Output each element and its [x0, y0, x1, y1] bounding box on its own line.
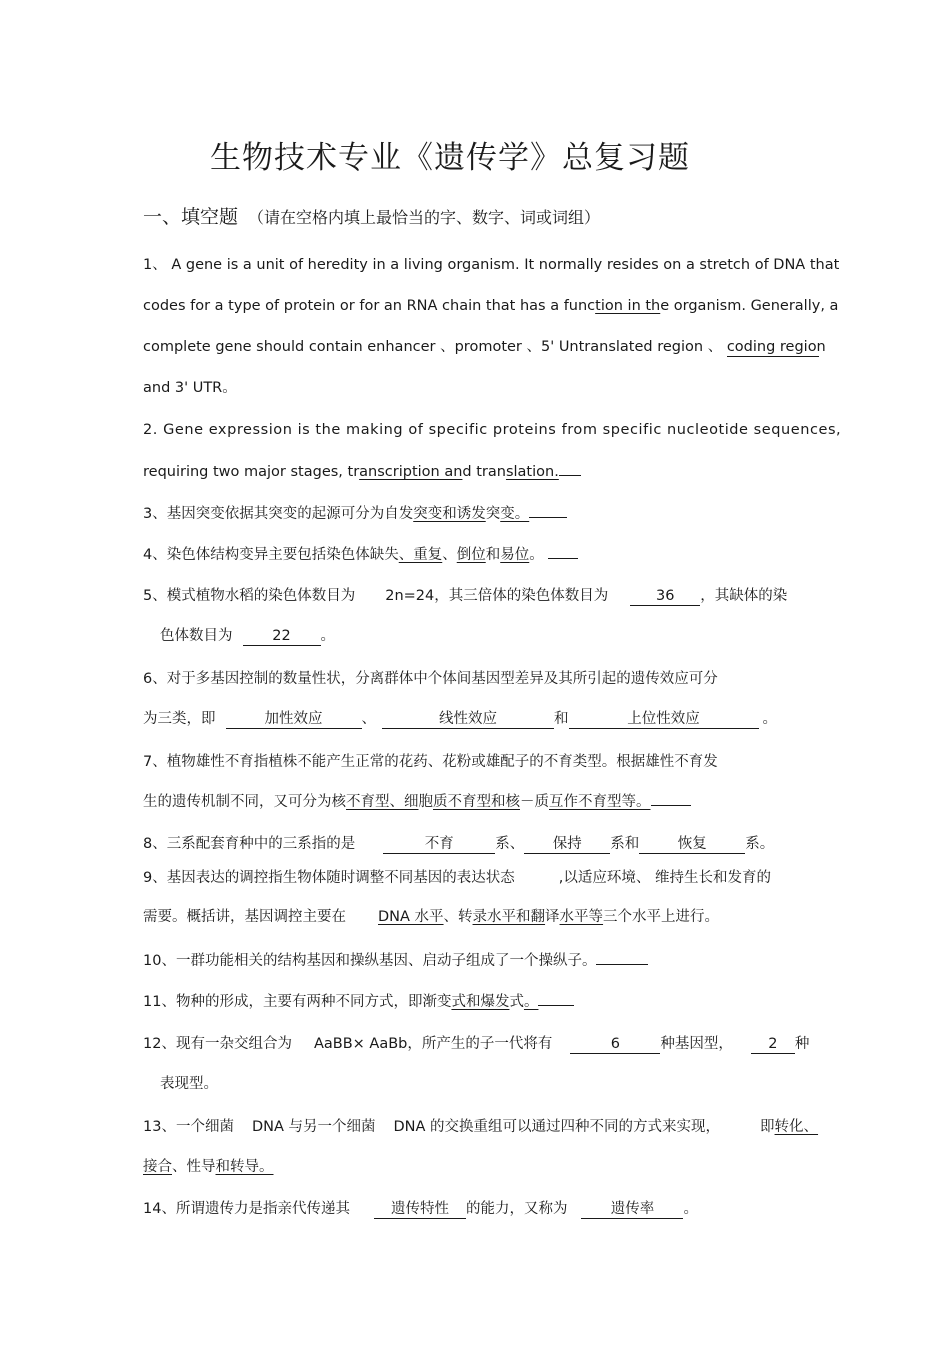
q3-underline-1: 突变和诱发 — [413, 506, 486, 522]
q14-text: 。 — [683, 1201, 698, 1217]
q13-line-1 — [143, 1117, 818, 1137]
q9-text: 三个水平上进行。 — [603, 909, 720, 925]
q9-text: 需要。概括讲，基因调控主要在 — [143, 909, 346, 925]
q1-line-3 — [143, 337, 826, 357]
q4-text: 、 — [442, 547, 457, 563]
section-heading — [143, 202, 600, 229]
q12-answer-1: 6 — [570, 1035, 660, 1054]
q13-text: 13、一个细菌 — [143, 1119, 234, 1135]
q7-line-2 — [143, 792, 691, 812]
q5-text: 色体数目为 — [160, 628, 233, 644]
q11-underline-1: 式和爆发 — [451, 994, 510, 1010]
q5-text: 。 — [320, 628, 335, 644]
q8-answer-3: 恢复 — [639, 835, 745, 854]
q7-text: －质 — [520, 794, 549, 810]
q14-answer-1: 遗传特性 — [374, 1200, 466, 1219]
q4-text: 。 — [529, 547, 544, 563]
q9-text: 、转 — [443, 909, 473, 925]
q13-underline-2: 接合 — [143, 1159, 172, 1175]
q5-line-1 — [143, 586, 787, 606]
q7-underline-3: 互作不育型等。 — [549, 794, 651, 810]
q12-text: AaBB× AaBb，所产生的子一代将有 — [313, 1036, 553, 1052]
q8-answer-2: 保持 — [524, 835, 610, 854]
q6-text: 。 — [762, 711, 777, 727]
section-title: 一、填空题 — [143, 206, 239, 228]
q4-underline-1: 、重复 — [398, 547, 443, 563]
section-note: （请在空格内填上最恰当的字、数字、词或词组） — [248, 208, 601, 227]
q9-text: 译 — [545, 909, 560, 925]
q14-answer-2: 遗传率 — [581, 1200, 683, 1219]
q4-text: 4、染色体结构变异主要包括染色体缺失 — [143, 547, 399, 563]
q10-blank-tail — [596, 964, 648, 965]
q3-blank-tail — [529, 517, 567, 518]
q1-line-2 — [143, 296, 838, 316]
q9-text: 9、基因表达的调控指生物体随时调整不同基因的表达状态 — [143, 870, 515, 886]
q11-text: 11、物种的形成，主要有两种不同方式，即渐变 — [143, 994, 452, 1010]
q1-text: codes for a type of protein or for an RNA chain that has a func — [143, 298, 596, 314]
q3-line — [143, 504, 567, 524]
q2-text: d tran — [462, 464, 506, 480]
q12-answer-2: 2 — [751, 1035, 795, 1054]
q5-text: ，其缺体的染 — [700, 588, 788, 604]
q4-text: 和 — [485, 547, 501, 563]
q5-answer-1: 36 — [630, 587, 700, 606]
q3-text: 突 — [485, 506, 501, 522]
q13-text: 即 — [760, 1119, 775, 1135]
q8-text: 8、三系配套育种中的三系指的是 — [143, 836, 356, 852]
q13-text: DNA 的交换重组可以通过四种不同的方式来实现， — [393, 1119, 721, 1135]
q2-line-2 — [143, 462, 581, 482]
q1-text: e organism. Generally, a — [660, 298, 839, 314]
q11-underline-2: 。 — [523, 994, 539, 1010]
q6-answer-2: 线性效应 — [382, 710, 554, 729]
q6-line-1: 6、对于多基因控制的数量性状，分离群体中个体间基因型差异及其所引起的遗传效应可分 — [143, 671, 718, 687]
q12-text: 种 — [794, 1036, 810, 1052]
q1-line-4: and 3' UTR。 — [143, 380, 237, 396]
q3-text: 3、基因突变依据其突变的起源可分为自发 — [143, 506, 414, 522]
q6-text: 和 — [554, 711, 569, 727]
q9-underline-2: 录水平和翻 — [472, 909, 546, 925]
q12-line-2: 表现型。 — [160, 1076, 218, 1092]
q14-text: 的能力，又称为 — [465, 1201, 568, 1217]
q11-blank-tail — [538, 1005, 574, 1006]
q9-underline-3: 水平等 — [559, 909, 604, 925]
q6-line-2 — [143, 709, 777, 729]
page-title: 生物技术专业《遗传学》总复习题 — [210, 140, 690, 176]
q14-line — [143, 1199, 698, 1219]
q5-text: 2n=24，其三倍体的染色体数目为 — [385, 588, 609, 604]
q2-line-1: 2. Gene expression is the making of specific proteins from specific nucleotide sequences, — [143, 422, 842, 438]
q7-line-1: 7、植物雄性不育指植株不能产生正常的花药、花粉或雄配子的不育类型。根据雄性不育发 — [143, 754, 718, 770]
q2-underline-2: slation. — [505, 464, 559, 480]
q8-text: 系。 — [745, 836, 775, 852]
q6-text: 、 — [361, 711, 376, 727]
q3-underline-2: 变。 — [500, 506, 530, 522]
q11-text: 式 — [509, 994, 524, 1010]
q13-underline-3: 和转导。 — [215, 1159, 274, 1175]
q9-line-1 — [143, 868, 771, 888]
q13-text: DNA 与另一个细菌 — [251, 1119, 376, 1135]
q12-line-1 — [143, 1034, 809, 1054]
q6-answer-1: 加性效应 — [226, 710, 362, 729]
q4-underline-3: 易位 — [500, 547, 530, 563]
q12-text: 种基因型， — [660, 1036, 733, 1052]
q1-text: complete gene should contain enhancer 、promoter 、5' Untranslated region 、 — [143, 339, 723, 355]
q2-underline-1: anscription an — [359, 464, 463, 480]
q7-underline-1: 不育型、细 — [346, 794, 419, 810]
q10-line — [143, 951, 648, 971]
q6-answer-3: 上位性效应 — [569, 710, 759, 729]
q13-text: 、性导 — [172, 1159, 216, 1175]
q6-text: 为三类，即 — [143, 711, 216, 727]
q14-text: 14、所谓遗传力是指亲代传递其 — [143, 1201, 350, 1217]
q7-text: 生的遗传机制不同，又可分为核 — [143, 794, 346, 810]
q1-underline: tion in th — [595, 298, 661, 314]
q13-line-2 — [143, 1157, 274, 1177]
q1-answer: coding region — [726, 339, 826, 355]
q7-text: 胞 — [418, 794, 433, 810]
q4-line — [143, 545, 578, 565]
q2-blank-tail — [559, 475, 581, 476]
q9-underline-1: DNA 水平 — [378, 909, 444, 925]
q12-text: 12、现有一杂交组合为 — [143, 1036, 292, 1052]
q7-underline-2: 质不育型和核 — [433, 794, 520, 810]
q13-underline-1: 转化、 — [774, 1119, 819, 1135]
q2-text: requiring two major stages, tr — [143, 464, 360, 480]
q9-line-2 — [143, 907, 719, 927]
q8-answer-1: 不育 — [383, 835, 495, 854]
q5-answer-2: 22 — [243, 627, 321, 646]
q11-line — [143, 992, 574, 1012]
q4-blank-tail — [548, 558, 578, 559]
q8-text: 系和 — [610, 836, 640, 852]
q9-text: ,以适应环境、 维持生长和发育的 — [558, 870, 771, 886]
q1-line-1: 1、 A gene is a unit of heredity in a living organism. It normally resides on a stretch of DNA that — [143, 257, 840, 273]
q5-line-2 — [160, 626, 335, 646]
q10-text: 10、一群功能相关的结构基因和操纵基因、启动子组成了一个操纵子。 — [143, 953, 597, 969]
q8-text: 系、 — [495, 836, 525, 852]
q5-text: 5、模式植物水稻的染色体数目为 — [143, 588, 356, 604]
q7-blank-tail — [651, 805, 691, 806]
q8-line — [143, 834, 774, 854]
q4-underline-2: 倒位 — [456, 547, 486, 563]
